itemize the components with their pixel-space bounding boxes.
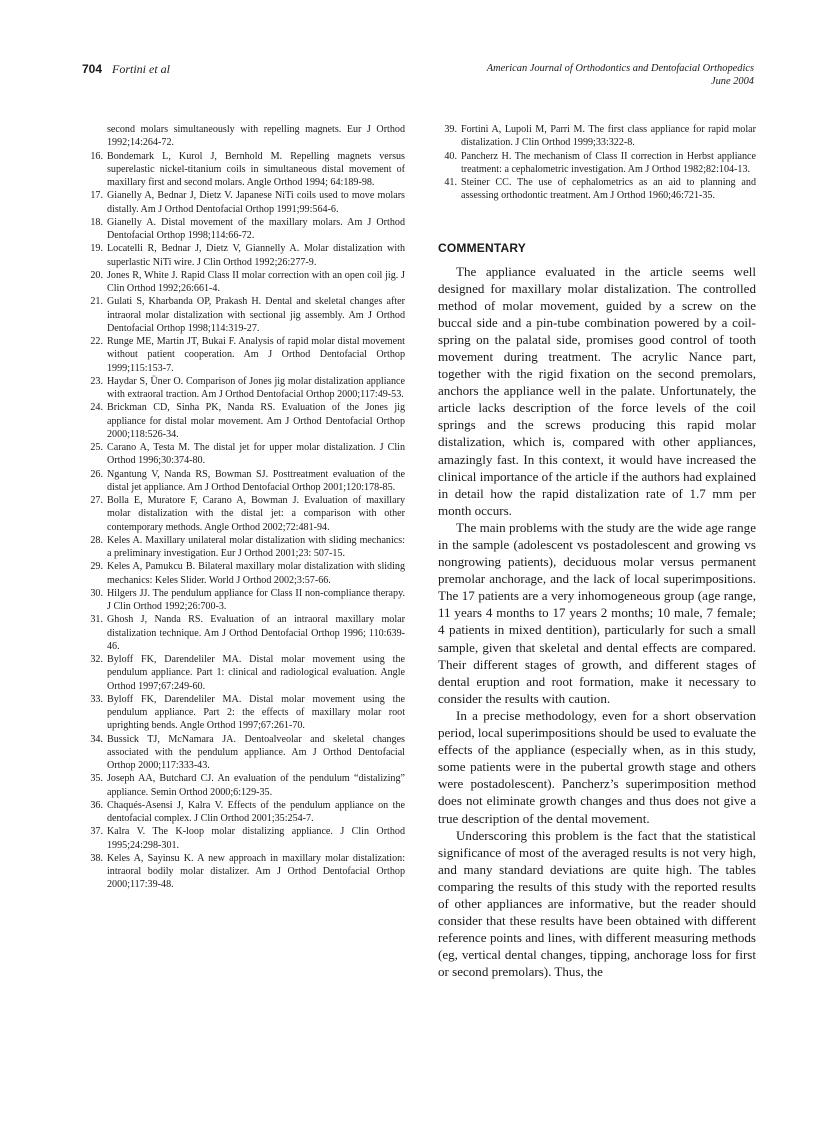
running-header <box>82 62 754 92</box>
reference-item: 38. Keles A, Sayinsu K. A new approach in maxillary molar distalization: intraoral bodily molar distalizer. Am J Orthod Dentofacial Orthop 2000;117:39-48. <box>90 852 405 891</box>
reference-item: 32. Byloff FK, Darendeliler MA. Distal molar movement using the pendulum appliance. Part 1: clinical and radiological evaluation. Angle Orthod 1997;67:249-60. <box>90 654 405 692</box>
reference-item: 25. Carano A, Testa M. The distal jet for upper molar distalization. J Clin Orthod 1996;30:374-80. <box>90 442 405 467</box>
running-author: Fortini et al <box>112 62 170 76</box>
issue-date: June 2004 <box>711 76 754 87</box>
reference-item: 28. Keles A. Maxillary unilateral molar distalization with sliding mechanics: a preliminary investigation. Eur J Orthod 2001;23: 507-15. <box>90 534 405 559</box>
commentary-paragraph: The appliance evaluated in the article seems well designed for maxillary molar distalization. The controlled method of molar movement, guided by a screw on the buccal side and a pin-tube combination powered by a coil-spring on the palatal side, promises good control of tooth movement during treatment. The acrylic Nance part, together with the rigid fixation on the second premolars, anchors the appliance well in the palate. Unfortunately, the article lacks description of the force levels of the coil springs and the screws producing this rapid molar distalization, which is, compared with other appliances, amazingly fast. In this context, it would have increased the clinical importance of the article if the authors had explained in detail how the rapid distalization rate of 1.7 mm per month occurs. <box>438 263 756 518</box>
reference-item: 24. Brickman CD, Sinha PK, Nanda RS. Evaluation of the Jones jig appliance for distal molar movement. Am J Orthod Dentofacial Orthop 2000;118:526-34. <box>90 402 405 440</box>
reference-continuation: second molars simultaneously with repelling magnets. Eur J Orthod 1992;14:264-72. <box>107 124 405 149</box>
left-column <box>84 123 405 892</box>
commentary-heading: COMMENTARY <box>438 240 526 255</box>
reference-item: 41. Steiner CC. The use of cephalometrics as an aid to planning and assessing orthodontic treatment. Am J Orthod 1960;46:721-35. <box>444 177 756 202</box>
reference-item: 29. Keles A, Pamukcu B. Bilateral maxillary molar distalization with sliding mechanics: Keles Slider. World J Orthod 2002;3:57-66. <box>90 561 405 586</box>
reference-item: 18. Gianelly A. Distal movement of the maxillary molars. Am J Orthod Dentofacial Orthop 1998;114:66-72. <box>90 216 405 241</box>
page-number: 704 <box>82 62 103 76</box>
journal-citation <box>487 62 754 88</box>
reference-item: 35. Joseph AA, Butchard CJ. An evaluation of the pendulum “distalizing” appliance. Semin Orthod 2000;6:129-35. <box>90 773 405 798</box>
reference-item: 19. Locatelli R, Bednar J, Dietz V, Giannelly A. Molar distalization with superlastic NiTi wire. J Clin Orthod 1992;26:277-9. <box>90 243 405 268</box>
reference-item: 17. Gianelly A, Bednar J, Dietz V. Japanese NiTi coils used to move molars distally. Am J Orthod Dentofacial Orthop 1991;99:564-6. <box>90 190 405 215</box>
reference-list-continued <box>438 123 756 203</box>
reference-item: 21. Gulati S, Kharbanda OP, Prakash H. Dental and skeletal changes after intraoral molar distalization with sectional jig assembly. Am J Orthod Dentofacial Orthop 1998;114:319-27. <box>90 296 405 334</box>
reference-item: 22. Runge ME, Martin JT, Bukai F. Analysis of rapid molar distal movement without patient cooperation. Am J Orthod Dentofacial Orthop 1999;115:153-7. <box>90 336 405 374</box>
reference-item: 30. Hilgers JJ. The pendulum appliance for Class II non-compliance therapy. J Clin Orthod 1992;26:700-3. <box>90 587 405 612</box>
right-column <box>438 123 756 980</box>
reference-item: 36. Chaqués-Asensi J, Kalra V. Effects of the pendulum appliance on the dentofacial complex. J Clin Orthod 2001;35:254-7. <box>90 799 405 824</box>
journal-name: American Journal of Orthodontics and Dentofacial Orthopedics <box>486 63 754 74</box>
reference-item: 27. Bolla E, Muratore F, Carano A, Bowman J. Evaluation of maxillary molar distalization with the distal jet: a comparison with other contemporary methods. Angle Orthod 2002;72:481-94. <box>90 495 405 533</box>
commentary-paragraph: In a precise methodology, even for a short observation period, local superimpositions should be used to evaluate the effects of the appliance (especially when, as in this study, some patients were in the pubertal growth stage and others were postadolescent). Pancherz’s superimposition method does not eliminate growth changes and thus does not give a true description of the dental movement. <box>438 707 756 826</box>
reference-item: 16. Bondemark L, Kurol J, Bernhold M. Repelling magnets versus superelastic nickel-titanium coils in simultaneous distal movement of maxillary first and second molars. Angle Orthod 1994; 64:189-98. <box>90 150 405 188</box>
reference-item: 23. Haydar S, Üner O. Comparison of Jones jig molar distalization appliance with extraoral traction. Am J Orthod Dentofacial Orthop 2000;117:49-53. <box>90 375 405 400</box>
reference-item: 33. Byloff FK, Darendeliler MA. Distal molar movement using the pendulum appliance. Part 2: the effects of maxillary molar root uprighting bends. Angle Orthod 1997;67:261-70. <box>90 693 405 732</box>
reference-item: 26. Ngantung V, Nanda RS, Bowman SJ. Posttreatment evaluation of the distal jet appliance. Am J Orthod Dentofacial Orthop 2001;120:178-85. <box>90 468 405 493</box>
commentary-paragraph: The main problems with the study are the wide age range in the sample (adolescent vs postadolescent and growing vs nongrowing patients), deciduous molar versus permanent premolar anchorage, and the lack of local superimpositions. The 17 patients are a very inhomogeneous group (age range, 11 years 4 months to 17 years 2 months; 10 male, 7 female; 4 patients in mixed dentition), particularly for such a small sample, given that skeletal and dental effects are compared. Their different stages of growth, and different stages of dental eruption and root formation, make it necessary to consider the results with caution. <box>438 519 756 706</box>
reference-item: 39. Fortini A, Lupoli M, Parri M. The first class appliance for rapid molar distalization. J Clin Orthod 1999;33:322-8. <box>444 124 756 149</box>
commentary-paragraph: Underscoring this problem is the fact that the statistical significance of most of the averaged results is not very high, and many standard deviations are quite high. The tables comparing the results of this study with the reported results of other appliances are informative, but the reader should consider that these results have been obtained with different reference points and lines, with different measuring methods (eg, vertical dental changes, tipping, anchorage loss for first or second premolars). Thus, the <box>438 827 756 980</box>
reference-item: 20. Jones R, White J. Rapid Class II molar correction with an open coil jig. J Clin Orthod 1992;26:661-4. <box>90 269 405 294</box>
reference-item: 37. Kalra V. The K-loop molar distalizing appliance. J Clin Orthod 1995;24:298-301. <box>90 826 405 851</box>
reference-item: 40. Pancherz H. The mechanism of Class II correction in Herbst appliance treatment: a cephalometric investigation. Am J Orthod 1982;82:104-13. <box>444 150 756 175</box>
reference-item: 31. Ghosh J, Nanda RS. Evaluation of an intraoral maxillary molar distalization technique. Am J Orthod Dentofacial Orthop 1996; 110:639-46. <box>90 614 405 652</box>
reference-list <box>84 123 405 892</box>
reference-item: 34. Bussick TJ, McNamara JA. Dentoalveolar and skeletal changes associated with the pendulum appliance. Am J Orthod Dentofacial Orthop 2000;117:333-43. <box>90 733 405 771</box>
